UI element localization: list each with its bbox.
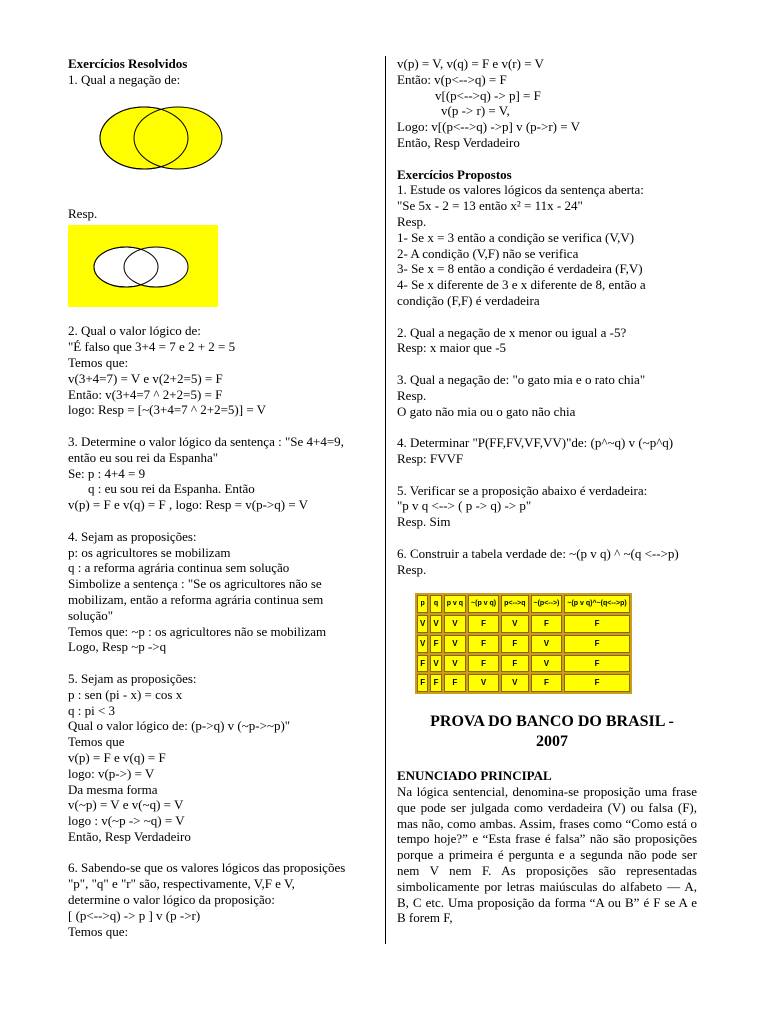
p3-line: Resp. bbox=[397, 387, 427, 403]
table-cell: V bbox=[444, 615, 466, 633]
q2-line: Temos que: bbox=[68, 354, 129, 370]
q4-line: mobilizam, então a reforma agrária continua sem bbox=[68, 591, 324, 607]
table-cell: V bbox=[531, 655, 563, 673]
p1-line: 4- Se x diferente de 3 e x diferente de 8, então a bbox=[397, 277, 646, 293]
q3-line: q : eu sou rei da Espanha. Então bbox=[88, 481, 255, 497]
right-column bbox=[397, 56, 707, 926]
table-cell: V bbox=[501, 615, 528, 633]
table-cell: F bbox=[417, 655, 428, 673]
resp-label: Resp. bbox=[68, 205, 98, 221]
q4-line: Temos que: ~p : os agricultores não se mobilizam bbox=[68, 623, 327, 639]
p1-line: 2- A condição (V,F) não se verifica bbox=[397, 245, 579, 261]
q4-line: Simbolize a sentença : "Se os agricultores não se bbox=[68, 576, 322, 592]
q4-line: q : a reforma agrária continua sem solução bbox=[68, 560, 290, 576]
venn-diagram-answer bbox=[68, 225, 218, 307]
q6-line: [ (p<-->q) -> p ] v (p ->r) bbox=[68, 907, 201, 923]
q4-line: 4. Sejam as proposições: bbox=[68, 528, 197, 544]
table-cell: F bbox=[564, 674, 629, 692]
table-cell: F bbox=[531, 615, 563, 633]
q4-line: p: os agricultores se mobilizam bbox=[68, 544, 231, 560]
q2-line: "É falso que 3+4 = 7 e 2 + 2 = 5 bbox=[68, 339, 236, 355]
table-row bbox=[417, 674, 630, 692]
exam-title bbox=[397, 712, 707, 752]
q5-line: v(~p) = V e v(~q) = V bbox=[68, 797, 184, 813]
table-cell: F bbox=[430, 674, 441, 692]
table-cell: V bbox=[468, 674, 499, 692]
p3-line: O gato não mia ou o gato não chia bbox=[397, 403, 576, 419]
table-cell: F bbox=[501, 635, 528, 653]
table-cell: F bbox=[468, 655, 499, 673]
venn-diagram-question bbox=[96, 100, 226, 176]
p4-line: Resp: FVVF bbox=[397, 450, 464, 466]
enunciado-heading: ENUNCIADO PRINCIPAL bbox=[397, 768, 552, 784]
table-header-cell: ~(p<-->) bbox=[531, 595, 563, 613]
table-cell: V bbox=[430, 615, 441, 633]
continuation-line: Então: v(p<-->q) = F bbox=[397, 71, 507, 87]
p2-line: Resp: x maior que -5 bbox=[397, 340, 507, 356]
q6-line: "p", "q" e "r" são, respectivamente, V,F e V, bbox=[68, 876, 295, 892]
table-cell: V bbox=[444, 655, 466, 673]
p1-line: "Se 5x - 2 = 13 então x² = 11x - 24" bbox=[397, 198, 583, 214]
q1-text: 1. Qual a negação de: bbox=[68, 71, 181, 87]
q5-line: v(p) = F e v(q) = F bbox=[68, 749, 166, 765]
table-cell: V bbox=[444, 635, 466, 653]
p6-line: 6. Construir a tabela verdade de: ~(p v q) ^ ~(q <-->p) bbox=[397, 545, 679, 561]
column-divider bbox=[385, 56, 386, 944]
exam-title-line2: 2007 bbox=[536, 733, 568, 751]
table-cell: F bbox=[417, 674, 428, 692]
table-cell: V bbox=[417, 615, 428, 633]
q5-line: q : pi < 3 bbox=[68, 702, 116, 718]
q5-line: 5. Sejam as proposições: bbox=[68, 670, 197, 686]
table-cell: V bbox=[417, 635, 428, 653]
p1-line: 3- Se x = 8 então a condição é verdadeira (F,V) bbox=[397, 261, 643, 277]
q5-line: logo : v(~p -> ~q) = V bbox=[68, 813, 185, 829]
q6-line: 6. Sabendo-se que os valores lógicos das proposições bbox=[68, 860, 346, 876]
q2-line: Então: v(3+4=7 ^ 2+2=5) = F bbox=[68, 386, 223, 402]
table-row bbox=[417, 615, 630, 633]
q3-line: 3. Determine o valor lógico da sentença : "Se 4+4=9, bbox=[68, 433, 344, 449]
table-header-cell: p v q bbox=[444, 595, 466, 613]
truth-table bbox=[415, 593, 632, 694]
table-header-cell: p bbox=[417, 595, 428, 613]
table-cell: F bbox=[531, 674, 563, 692]
table-cell: F bbox=[564, 655, 629, 673]
p5-line: "p v q <--> ( p -> q) -> p" bbox=[397, 498, 532, 514]
q6-line: Temos que: bbox=[68, 923, 129, 939]
q4-line: solução" bbox=[68, 607, 114, 623]
continuation-line: Logo: v[(p<-->q) ->p] v (p->r) = V bbox=[397, 119, 580, 135]
enunciado-text: Na lógica sentencial, denomina-se proposição uma frase que pode ser julgada como verdadeira (V) ou falsa (F), mas não, como ambas. Assim, frases como “Como está o tempo hoje?” e “Esta frase é falsa” não são proposições porque a primeira é pergunta e a segunda não pode ser nem V nem F. As proposições são representadas simbolicamente por letras maiúsculas do alfabeto — A, B, C etc. Uma proposição da forma “A ou B” é F se A e B forem F, bbox=[397, 784, 697, 926]
q3-line: então eu sou rei da Espanha" bbox=[68, 449, 219, 465]
p2-line: 2. Qual a negação de x menor ou igual a -5? bbox=[397, 324, 627, 340]
continuation-line: Então, Resp Verdadeiro bbox=[397, 134, 520, 150]
continuation-line: v(p) = V, v(q) = F e v(r) = V bbox=[397, 56, 544, 71]
continuation-line: v(p -> r) = V, bbox=[441, 103, 510, 119]
table-header-cell: p<-->q bbox=[501, 595, 528, 613]
table-cell: F bbox=[430, 635, 441, 653]
q3-line: Se: p : 4+4 = 9 bbox=[68, 465, 146, 481]
p5-line: Resp. Sim bbox=[397, 514, 451, 530]
p1-line: 1. Estude os valores lógicos da sentença aberta: bbox=[397, 182, 644, 198]
q2-line: logo: Resp = [~(3+4=7 ^ 2+2=5)] = V bbox=[68, 402, 267, 418]
section-heading-resolvidos: Exercícios Resolvidos bbox=[68, 56, 188, 71]
p3-line: 3. Qual a negação de: "o gato mia e o rato chia" bbox=[397, 371, 646, 387]
table-row bbox=[417, 655, 630, 673]
q6-line: determine o valor lógico da proposição: bbox=[68, 892, 275, 908]
table-header-cell: q bbox=[430, 595, 441, 613]
p4-line: 4. Determinar "P(FF,FV,VF,VV)"de: (p^~q) v (~p^q) bbox=[397, 435, 674, 451]
table-cell: F bbox=[444, 674, 466, 692]
q4-line: Logo, Resp ~p ->q bbox=[68, 639, 167, 655]
table-header-cell: ~(p v q) bbox=[468, 595, 499, 613]
table-cell: V bbox=[430, 655, 441, 673]
q5-line: p : sen (pi - x) = cos x bbox=[68, 686, 183, 702]
table-row bbox=[417, 635, 630, 653]
q5-line: logo: v(p->) = V bbox=[68, 765, 155, 781]
table-cell: F bbox=[564, 635, 629, 653]
p1-line: condição (F,F) é verdadeira bbox=[397, 292, 540, 308]
q3-line: v(p) = F e v(q) = F , logo: Resp = v(p->q) = V bbox=[68, 497, 309, 513]
table-cell: V bbox=[501, 674, 528, 692]
q5-line: Então, Resp Verdadeiro bbox=[68, 828, 191, 844]
p1-line: Resp. bbox=[397, 213, 427, 229]
p1-line: 1- Se x = 3 então a condição se verifica (V,V) bbox=[397, 229, 635, 245]
table-cell: V bbox=[531, 635, 563, 653]
table-cell: F bbox=[501, 655, 528, 673]
table-cell: F bbox=[468, 615, 499, 633]
p5-line: 5. Verificar se a proposição abaixo é verdadeira: bbox=[397, 482, 648, 498]
continuation-line: v[(p<-->q) -> p] = F bbox=[435, 87, 541, 103]
truth-table-header bbox=[417, 595, 630, 613]
table-cell: F bbox=[564, 615, 629, 633]
left-column bbox=[68, 56, 373, 939]
table-cell: F bbox=[468, 635, 499, 653]
q5-line: Qual o valor lógico de: (p->q) v (~p->~p)" bbox=[68, 718, 291, 734]
q2-line: 2. Qual o valor lógico de: bbox=[68, 323, 201, 339]
table-header-cell: ~(p v q)^~(q<-->p) bbox=[564, 595, 629, 613]
section-heading-propostos: Exercícios Propostos bbox=[397, 166, 512, 182]
q5-line: Da mesma forma bbox=[68, 781, 158, 797]
p6-line: Resp. bbox=[397, 561, 427, 577]
q5-line: Temos que bbox=[68, 734, 125, 750]
exam-title-line1: PROVA DO BANCO DO BRASIL - bbox=[430, 713, 674, 731]
q2-line: v(3+4=7) = V e v(2+2=5) = F bbox=[68, 370, 223, 386]
